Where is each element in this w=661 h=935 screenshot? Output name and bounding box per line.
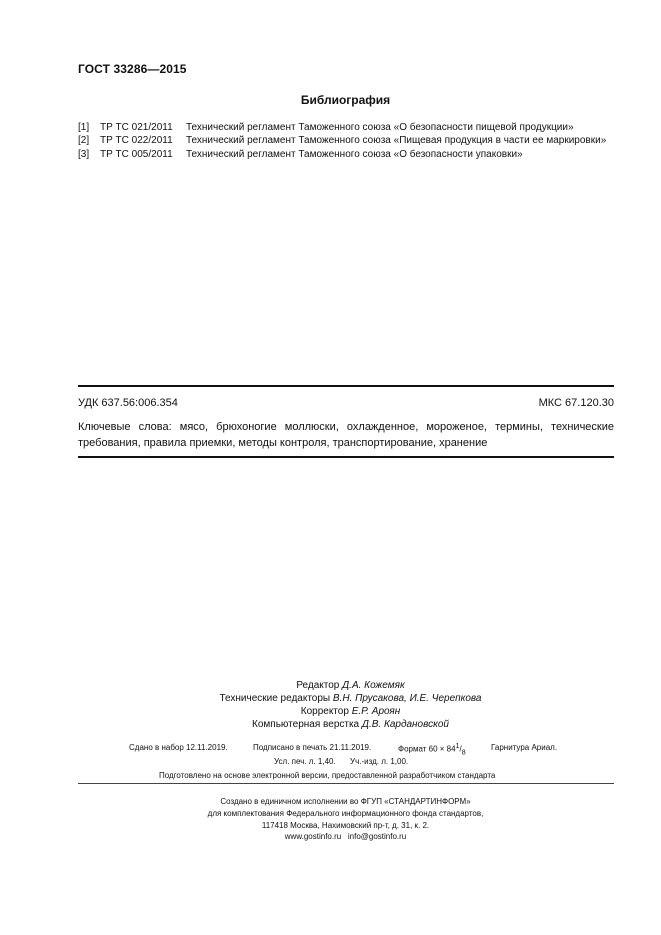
top-divider (78, 385, 614, 387)
bottom-divider (78, 456, 614, 458)
staff-role: Редактор (296, 680, 340, 691)
credits-line-3: 117418 Москва, Нахимовский пр-т, д. 31, к. 2. (261, 821, 430, 830)
print-pub-sheets: Уч.-изд. л. 1,00. (350, 757, 409, 766)
credits-divider (78, 783, 614, 784)
bibliography-item-description: Технический регламент Таможенного союза «О безопасности пищевой продукции» (186, 122, 574, 133)
print-sheets: Усл. печ. л. 1,40. (274, 757, 336, 766)
keywords-text: Ключевые слова: мясо, брюхоногие моллюски, охлажденное, мороженое, термины, технические требования, правила приемки, методы контроля, транспортирование, хранение (78, 421, 614, 449)
staff-name: Е.Р. Ароян (351, 706, 401, 717)
bibliography-item-number: [3] (78, 149, 90, 160)
print-prepared: Подготовлено на основе электронной версии, предоставленной разработчиком стандарта (159, 771, 496, 780)
credits-line-1: Создано в единичном исполнении во ФГУП «СТАНДАРТИНФОРМ» (220, 797, 471, 806)
staff-layout (0, 719, 661, 730)
staff-role: Технические редакторы (219, 693, 331, 704)
email-link[interactable]: info@gostinfo.ru (347, 832, 407, 841)
bibliography-item-code: ТР ТС 021/2011 (100, 122, 173, 133)
print-font: Гарнитура Ариал. (491, 743, 558, 752)
print-format-denominator: 8 (461, 749, 466, 757)
website-link[interactable]: www.gostinfo.ru (284, 832, 342, 841)
staff-name: В.Н. Прусакова, И.Е. Черепкова (332, 693, 482, 704)
print-submitted: Сдано в набор 12.11.2019. (129, 743, 228, 752)
bibliography-item-number: [2] (78, 135, 90, 146)
document-code: ГОСТ 33286—2015 (78, 62, 187, 76)
credits-line-2: для комплектования Федерального информационного фонда стандартов, (207, 809, 484, 818)
credits-contacts (0, 832, 661, 841)
bibliography-item-code: ТР ТС 022/2011 (100, 135, 173, 146)
bibliography-item-description: Технический регламент Таможенного союза «Пищевая продукция в части ее маркировки» (186, 135, 607, 146)
print-format-prefix: Формат 60 × 84 (398, 744, 456, 754)
bibliography-title: Библиография (300, 93, 391, 107)
udc-code: УДК 637.56:006.354 (78, 397, 178, 409)
bibliography-item-code: ТР ТС 005/2011 (100, 149, 173, 160)
staff-role: Корректор (300, 706, 349, 717)
print-format-numerator: 1 (455, 743, 460, 750)
bibliography-item-number: [1] (78, 122, 90, 133)
bibliography-item-description: Технический регламент Таможенного союза «О безопасности упаковки» (186, 149, 523, 160)
print-format: Формат $60 \times 84^1/_8$ (398, 743, 466, 757)
print-signed: Подписано в печать 21.11.2019. (253, 743, 372, 752)
staff-name: Д.А. Кожемяк (342, 680, 405, 691)
staff-editor (0, 680, 661, 691)
staff-corrector (0, 706, 661, 717)
staff-tech-editors (0, 693, 661, 704)
mks-code: МКС 67.120.30 (538, 397, 614, 409)
staff-role: Компьютерная верстка (252, 719, 360, 730)
staff-name: Д.В. Кардановской (361, 719, 449, 730)
